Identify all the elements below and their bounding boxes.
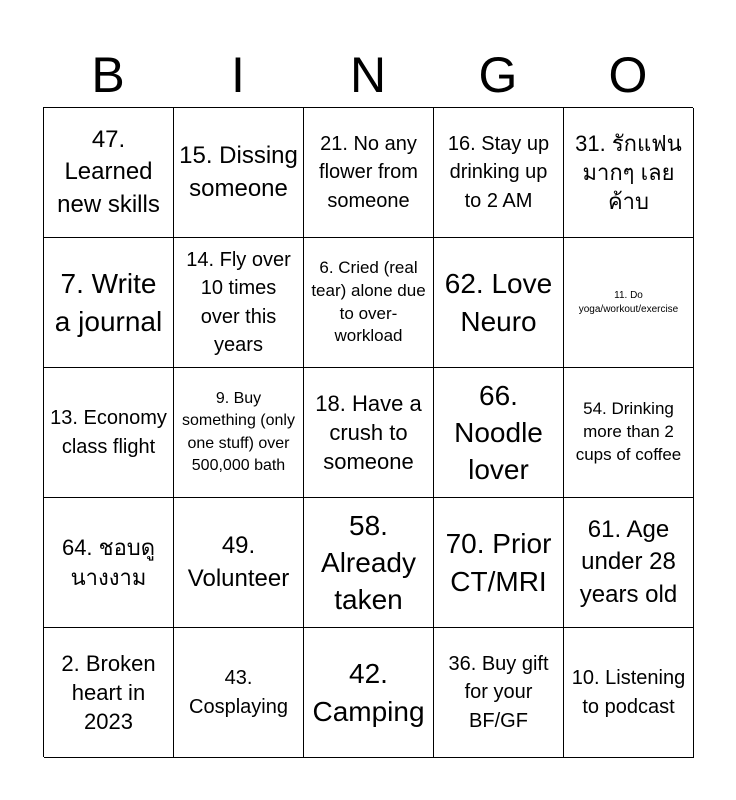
cell-text: 18. Have a crush to someone [315,390,422,475]
cell-text: 54. Drinking more than 2 cups of coffee [575,399,682,464]
cell-text: 6. Cried (real tear) alone due to over-workload [311,257,426,346]
bingo-cell-r3-c5[interactable] [564,368,694,498]
bingo-cell-r5-c4[interactable] [434,628,564,758]
header-letter-o: O [608,47,648,103]
cell-text: 64. ชอบดูนางงาม [61,535,156,590]
cell-text: 31. รักแฟนมากๆ เลยค้าบ [575,130,682,215]
cell-text: 36. Buy gift for your BF/GF [448,652,549,732]
bingo-cell-r1-c3[interactable] [304,108,434,238]
bingo-cell-r4-c3[interactable] [304,498,434,628]
cell-text: 47. Learned new skills [57,125,160,218]
header-letter-g: G [478,47,518,103]
cell-text: 42. Camping [312,658,425,727]
bingo-cell-r4-c5[interactable] [564,498,694,628]
cell-text: 66. Noodle lover [454,379,543,486]
bingo-cell-r5-c1[interactable] [44,628,174,758]
bingo-cell-r2-c3[interactable] [304,238,434,368]
cell-text: 21. No any flower from someone [319,132,418,212]
cell-text: 43. Cosplaying [189,667,288,718]
cell-text: 62. Love Neuro [444,268,553,337]
bingo-cell-r4-c4[interactable] [434,498,564,628]
bingo-cell-r1-c5[interactable] [564,108,694,238]
bingo-cell-r5-c3[interactable] [304,628,434,758]
cell-text: 16. Stay up drinking up to 2 AM [447,132,550,212]
bingo-cell-r3-c3[interactable] [304,368,434,498]
bingo-cell-r5-c2[interactable] [174,628,304,758]
cell-text: 13. Economy class flight [50,407,167,458]
header-letter-b: B [91,47,125,103]
bingo-cell-r2-c2[interactable] [174,238,304,368]
bingo-cell-r2-c5[interactable] [564,238,694,368]
bingo-header [43,45,693,105]
bingo-cell-r1-c1[interactable] [44,108,174,238]
cell-text: 9. Buy something (only one stuff) over 500,000 bath [182,389,295,474]
bingo-cell-r3-c1[interactable] [44,368,174,498]
bingo-cell-r4-c2[interactable] [174,498,304,628]
cell-text: 61. Age under 28 years old [579,515,678,608]
cell-text: 49. Volunteer [187,532,290,592]
cell-text: 15. Dissing someone [179,142,298,202]
cell-text: 14. Fly over 10 times over this years [186,248,291,356]
bingo-cell-r3-c4[interactable] [434,368,564,498]
header-letter-n: N [349,47,387,103]
cell-text: 11. Do yoga/workout/exercise [578,290,679,315]
bingo-cell-r5-c5[interactable] [564,628,694,758]
bingo-cell-r2-c1[interactable] [44,238,174,368]
cell-text: 7. Write a journal [54,268,163,337]
cell-text: 70. Prior CT/MRI [445,528,552,597]
bingo-grid [43,107,693,757]
bingo-cell-r2-c4[interactable] [434,238,564,368]
cell-text: 2. Broken heart in 2023 [61,650,156,735]
bingo-cell-r1-c2[interactable] [174,108,304,238]
cell-text: 10. Listening to podcast [571,667,686,718]
bingo-cell-r1-c4[interactable] [434,108,564,238]
bingo-cell-r4-c1[interactable] [44,498,174,628]
cell-text: 58. Already taken [321,509,416,616]
header-letter-i: I [231,47,245,103]
bingo-cell-r3-c2[interactable] [174,368,304,498]
